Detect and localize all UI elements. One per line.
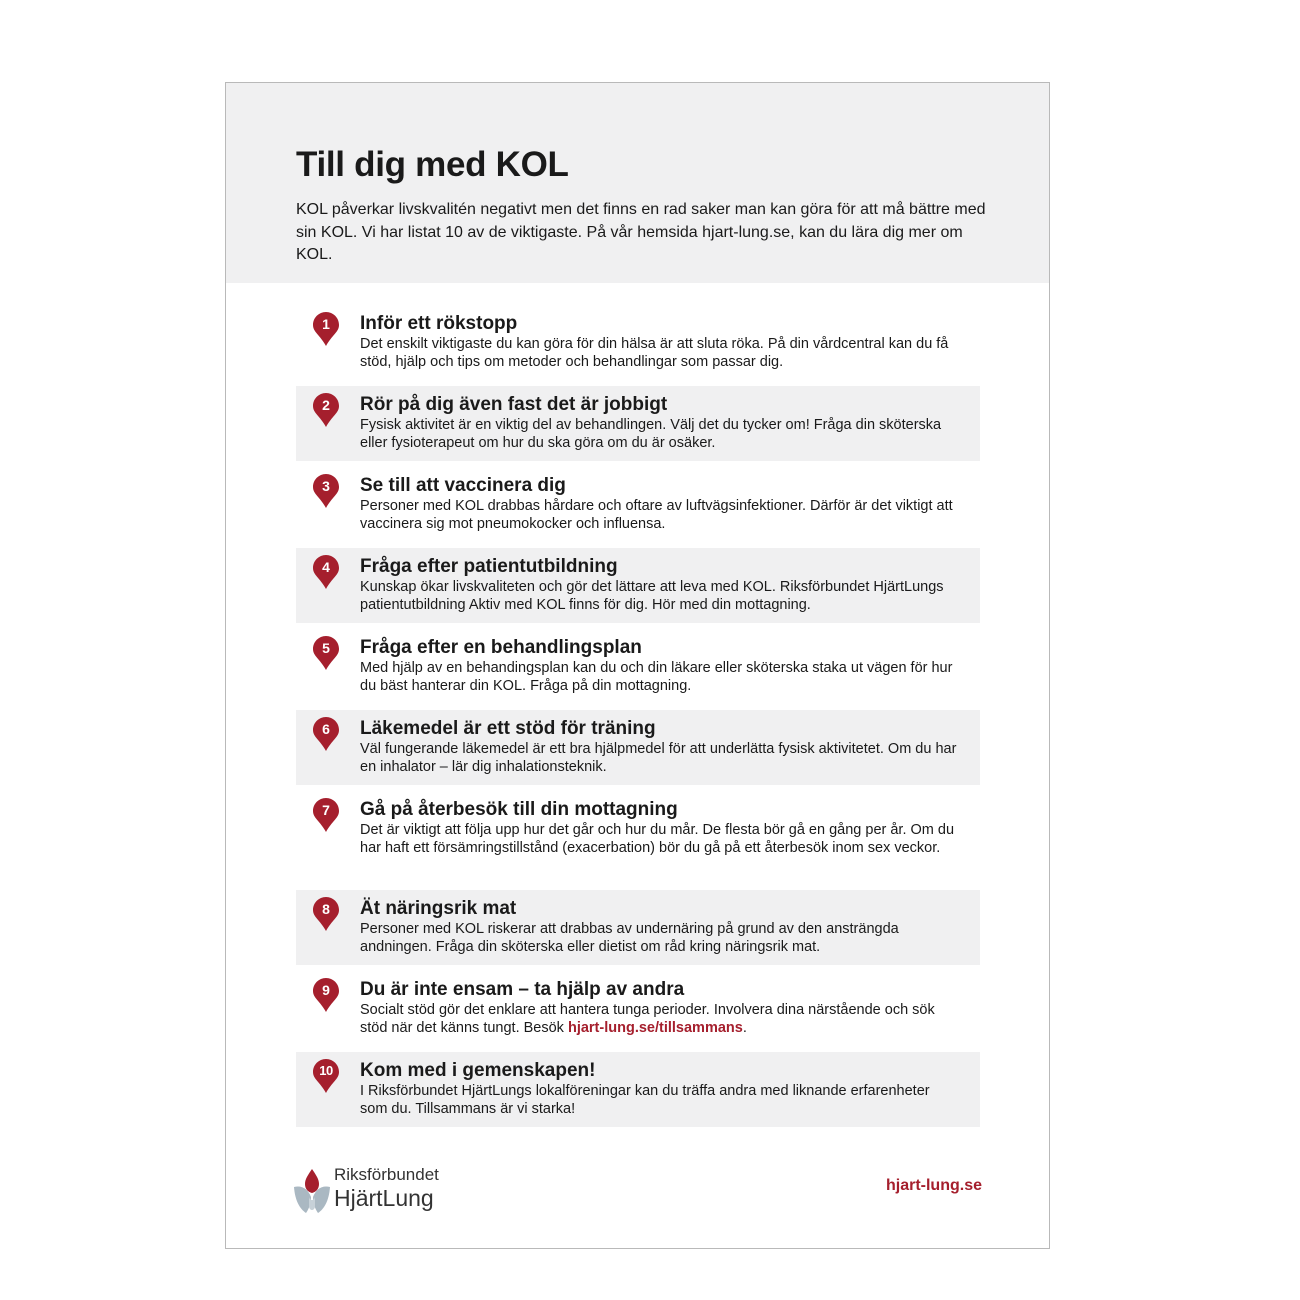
item-number: 1 <box>322 316 330 332</box>
item-number: 2 <box>322 397 330 413</box>
list-item-7 <box>296 791 980 884</box>
item-text: Det enskilt viktigaste du kan göra för din hälsa är att sluta röka. På din vårdcentral kan du få stöd, hjälp och tips om metoder och behandlingar som passar dig. <box>360 336 949 371</box>
item-number: 7 <box>322 802 330 818</box>
document-page <box>225 82 1050 1249</box>
list-item-6 <box>296 710 980 785</box>
number-marker-icon <box>312 311 340 347</box>
hjartlung-logo <box>292 1163 492 1219</box>
list-item-9 <box>296 971 980 1046</box>
item-number: 4 <box>322 559 330 575</box>
item-title: Rör på dig även fast det är jobbigt <box>360 394 668 415</box>
item-title: Läkemedel är ett stöd för träning <box>360 718 656 739</box>
item-text: Kunskap ökar livskvaliteten och gör det lättare att leva med KOL. Riksförbundet HjärtLungs patientutbildning Aktiv med KOL finns för dig. Hör med din mottagning. <box>360 579 944 614</box>
number-marker-icon <box>312 797 340 833</box>
tillsammans-link[interactable]: hjart-lung.se/tillsammans <box>567 1020 743 1037</box>
item-number: 3 <box>322 478 330 494</box>
item-text: Personer med KOL riskerar att drabbas av undernäring på grund av den ansträngda andningen. Fråga din sköterska eller dietist om råd kring näringsrik mat. <box>360 921 899 956</box>
item-title: Se till att vaccinera dig <box>360 475 566 496</box>
website-link[interactable]: hjart-lung.se <box>885 1177 982 1194</box>
number-marker-icon <box>312 1058 340 1094</box>
item-title: Gå på återbesök till din mottagning <box>360 799 678 820</box>
number-marker-icon <box>312 554 340 590</box>
item-text: Med hjälp av en behandingsplan kan du och din läkare eller sköterska staka ut vägen för hur du bäst hanterar din KOL. Fråga på din mottagning. <box>360 660 953 695</box>
item-title: Fråga efter patientutbildning <box>360 556 618 577</box>
logo-line-2: HjärtLung <box>334 1185 434 1211</box>
item-text: I Riksförbundet HjärtLungs lokalföreningar kan du träffa andra med liknande erfarenheter som du. Tillsammans är vi starka! <box>360 1083 930 1118</box>
list-item-3 <box>296 467 980 542</box>
heart-lung-flower-icon <box>292 1167 332 1215</box>
header-panel <box>226 83 1049 283</box>
item-number: 8 <box>322 901 330 917</box>
item-title: Du är inte ensam – ta hjälp av andra <box>360 979 685 1000</box>
item-text-start: Socialt stöd gör det enklare att hantera tunga perioder. Involvera dina närstående och sök stöd när det känns tungt. Besök <box>360 1002 935 1037</box>
number-marker-icon <box>312 635 340 671</box>
item-text: Det är viktigt att följa upp hur det går och hur du mår. De flesta bör gå en gång per år. Om du har haft ett försämringstillstånd (exacerbation) bör du gå på ett återbesök inom sex veckor. <box>360 822 955 857</box>
number-marker-icon <box>312 473 340 509</box>
item-number: 10 <box>319 1063 333 1078</box>
item-title: Inför ett rökstopp <box>360 313 518 334</box>
list-item-4 <box>296 548 980 623</box>
item-number: 9 <box>322 982 330 998</box>
list-item-10 <box>296 1052 980 1127</box>
number-marker-icon <box>312 896 340 932</box>
item-text: Fysisk aktivitet är en viktig del av behandlingen. Välj det du tycker om! Fråga din sköterska eller fysioterapeut om hur du ska göra om du är osäker. <box>360 417 942 452</box>
list-item-8 <box>296 890 980 965</box>
item-title: Kom med i gemenskapen! <box>360 1060 596 1081</box>
list-item-2 <box>296 386 980 461</box>
page-title: Till dig med KOL <box>296 145 569 184</box>
item-text-end: . <box>742 1020 747 1037</box>
item-number: 6 <box>322 721 330 737</box>
item-text <box>360 1001 960 1037</box>
list-item-1 <box>296 305 980 380</box>
logo-line-1: Riksförbundet <box>334 1165 439 1184</box>
item-number: 5 <box>322 640 330 656</box>
item-title: Ät näringsrik mat <box>360 898 517 919</box>
number-marker-icon <box>312 716 340 752</box>
number-marker-icon <box>312 392 340 428</box>
list-item-5 <box>296 629 980 704</box>
tips-list <box>296 305 980 1133</box>
number-marker-icon <box>312 977 340 1013</box>
item-title: Fråga efter en behandlingsplan <box>360 637 642 658</box>
item-text: Personer med KOL drabbas hårdare och oftare av luftvägsinfektioner. Därför är det viktigt att vaccinera sig mot pneumokocker och influensa. <box>360 498 953 533</box>
item-text: Väl fungerande läkemedel är ett bra hjälpmedel för att underlätta fysisk aktivitetet. Om du har en inhalator – lär dig inhalationsteknik. <box>360 741 957 776</box>
intro-text: KOL påverkar livskvalitén negativt men det finns en rad saker man kan göra för att må bättre med sin KOL. Vi har listat 10 av de viktigaste. På vår hemsida hjart-lung.se, kan du lära dig mer om KOL. <box>296 201 986 263</box>
